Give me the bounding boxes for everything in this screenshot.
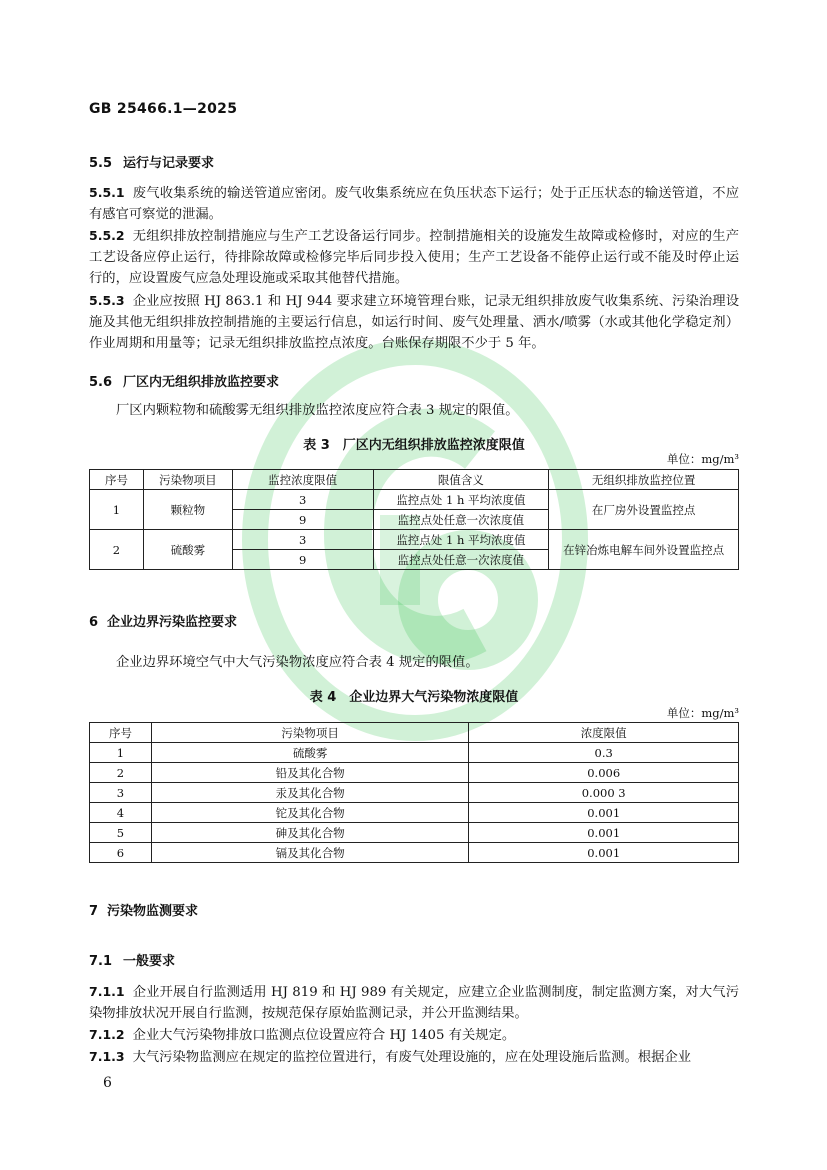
para-7-1-3 [89,1046,739,1068]
table-row [90,490,739,510]
table-3-unit: 单位：mg/m³ [666,452,739,466]
table-row [90,843,739,863]
cell-limit: 0.3 [469,743,739,763]
section-title: 运行与记录要求 [123,156,215,171]
clause-text: 企业应按照 HJ 863.1 和 HJ 944 要求建立环境管理台账，记录无组织排放废气收集系统、污染治理设施及其他无组织排放控制措施的主要运行信息，如运行时间、废气处理量、洒水/喷雾（水或其他化学稳定剂）作业周期和用量等；记录无组织排放监控点浓度。台账保存期限不少于 5 年。 [89,294,739,351]
header-cell: 污染物项目 [143,470,232,490]
cell-limit: 0.006 [469,763,739,783]
cell-limit: 3 [232,530,373,550]
table-3-caption: 表 3 厂区内无组织排放监控浓度限值 [303,438,525,453]
clause-text: 废气收集系统的输送管道应密闭。废气收集系统应在负压状态下运行；处于正压状态的输送管道，不应有感官可察觉的泄漏。 [89,186,739,222]
clause-text: 企业开展自行监测适用 HJ 819 和 HJ 989 有关规定，应建立企业监测制度，制定监测方案，对大气污染物排放状况开展自行监测，按规范保存原始监测记录，并公开监测结果。 [89,985,739,1021]
section-title: 厂区内无组织排放监控要求 [123,375,280,390]
section-number: 5.6 [89,375,113,390]
cell-item: 铊及其化合物 [151,803,468,823]
clause-number: 5.5.1 [89,185,125,200]
section-title: 一般要求 [123,954,176,969]
table-row [90,783,739,803]
section-7-heading [89,900,198,919]
table-row [90,803,739,823]
cell-item: 硫酸雾 [143,530,232,570]
cell-no: 1 [90,743,152,763]
table-4-unit: 单位：mg/m³ [666,706,739,720]
cell-limit: 3 [232,490,373,510]
table-header-row [90,723,739,743]
cell-no: 2 [90,530,144,570]
section-5-6-intro: 厂区内颗粒物和硫酸雾无组织排放监控浓度应符合表 3 规定的限值。 [116,403,519,418]
header-cell: 限值含义 [373,470,549,490]
cell-no: 1 [90,490,144,530]
para-5-5-3 [89,290,739,354]
section-5-5-heading [89,152,214,171]
header-cell: 序号 [90,470,144,490]
cell-limit: 0.001 [469,843,739,863]
clause-text: 无组织排放控制措施应与生产工艺设备运行同步。控制措施相关的设施发生故障或检修时，对应的生产工艺设备应停止运行，待排除故障或检修完毕后同步投入使用；生产工艺设备不能停止运行或不能及时停止运行的，应设置废气应急处理设施或采取其他替代措施。 [89,229,739,286]
cell-item: 铅及其化合物 [151,763,468,783]
cell-meaning: 监控点处 1 h 平均浓度值 [373,490,549,510]
table-3 [89,469,739,570]
table-row [90,530,739,550]
header-cell: 序号 [90,723,152,743]
clause-number: 5.5.2 [89,228,125,243]
cell-meaning: 监控点处任意一次浓度值 [373,510,549,530]
clause-number: 7.1.3 [89,1049,125,1064]
clause-text: 大气污染物监测应在规定的监控位置进行，有废气处理设施的，应在处理设施后监测。根据企业 [132,1050,692,1065]
page-number: 6 [103,1075,112,1091]
section-title: 污染物监测要求 [107,904,199,919]
cell-meaning: 监控点处任意一次浓度值 [373,550,549,570]
cell-limit: 9 [232,510,373,530]
header-cell: 监控浓度限值 [232,470,373,490]
cell-item: 砷及其化合物 [151,823,468,843]
cell-location: 在厂房外设置监控点 [549,490,739,530]
header-cell: 无组织排放监控位置 [549,470,739,490]
cell-limit: 0.001 [469,803,739,823]
cell-item: 硫酸雾 [151,743,468,763]
cell-limit: 9 [232,550,373,570]
para-7-1-2 [89,1024,739,1046]
section-number: 5.5 [89,156,113,171]
section-7-1-heading [89,950,175,969]
cell-item: 镉及其化合物 [151,843,468,863]
para-5-5-2 [89,225,739,289]
section-number: 6 [89,615,99,630]
section-5-6-heading [89,371,279,390]
header-cell: 污染物项目 [151,723,468,743]
table-row [90,763,739,783]
table-4 [89,722,739,863]
cell-no: 5 [90,823,152,843]
clause-number: 7.1.1 [89,984,125,999]
cell-location: 在锌冶炼电解车间外设置监控点 [549,530,739,570]
cell-item: 颗粒物 [143,490,232,530]
clause-number: 5.5.3 [89,293,125,308]
cell-no: 6 [90,843,152,863]
cell-no: 4 [90,803,152,823]
table-4-caption: 表 4 企业边界大气污染物浓度限值 [309,690,519,705]
para-7-1-1 [89,981,739,1024]
table-header-row [90,470,739,490]
cell-meaning: 监控点处 1 h 平均浓度值 [373,530,549,550]
table-row [90,743,739,763]
section-6-intro: 企业边界环境空气中大气污染物浓度应符合表 4 规定的限值。 [116,655,479,670]
section-number: 7.1 [89,954,113,969]
header-cell: 浓度限值 [469,723,739,743]
para-5-5-1 [89,182,739,225]
cell-item: 汞及其化合物 [151,783,468,803]
table-row [90,823,739,843]
clause-number: 7.1.2 [89,1027,125,1042]
section-6-heading [89,611,237,630]
standard-number: GB 25466.1—2025 [89,101,238,117]
clause-text: 企业大气污染物排放口监测点位设置应符合 HJ 1405 有关规定。 [132,1028,516,1043]
cell-limit: 0.000 3 [469,783,739,803]
cell-limit: 0.001 [469,823,739,843]
cell-no: 2 [90,763,152,783]
cell-no: 3 [90,783,152,803]
section-number: 7 [89,904,99,919]
section-title: 企业边界污染监控要求 [107,615,238,630]
